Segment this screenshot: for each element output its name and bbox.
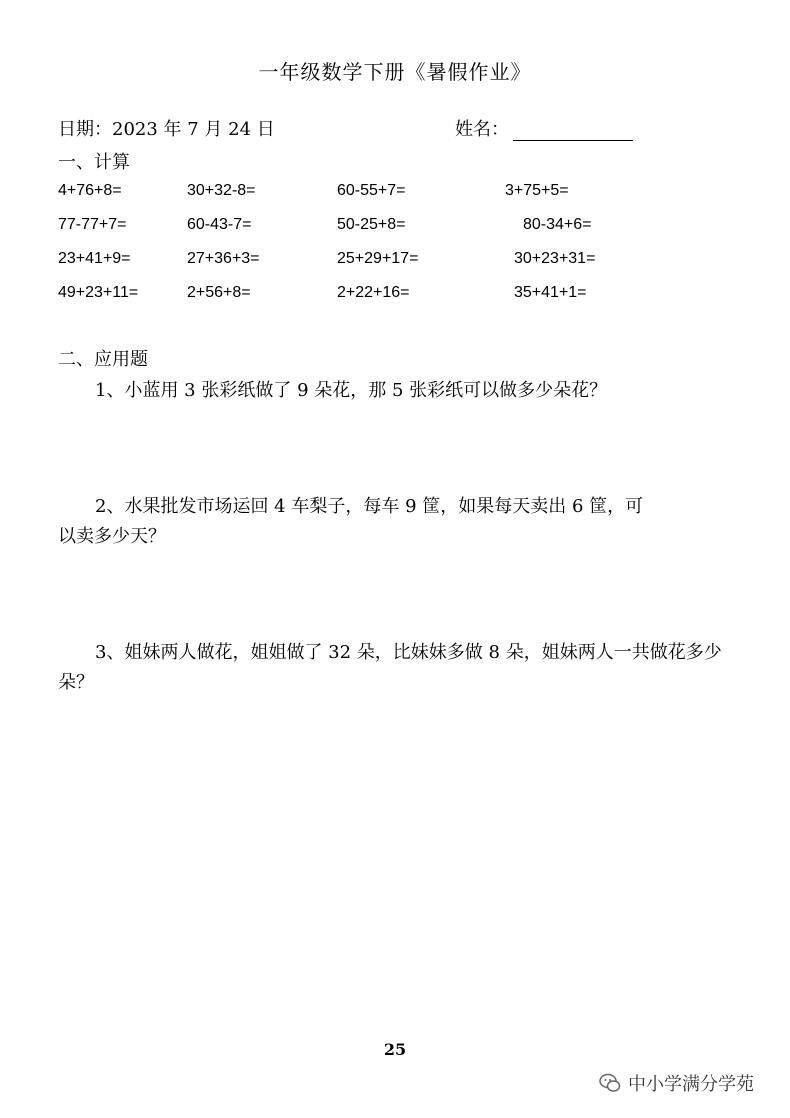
date-line: 日期：2023 年 7 月 24 日 xyxy=(58,119,275,140)
name-blank xyxy=(513,122,633,141)
calc-item: 30+32-8= xyxy=(187,182,256,199)
word-problem-2-line1: 2、水果批发市场运回 4 车梨子，每车 9 筐，如果每天卖出 6 筐，可 xyxy=(95,496,644,517)
wechat-icon xyxy=(598,1071,622,1095)
calc-item: 80-34+6= xyxy=(523,216,592,233)
calc-item: 50-25+8= xyxy=(337,216,406,233)
name-field xyxy=(455,115,633,141)
calc-item: 2+56+8= xyxy=(187,284,251,301)
calc-item: 25+29+17= xyxy=(337,250,419,267)
watermark-text: 中小学满分学苑 xyxy=(628,1074,754,1095)
calc-item: 30+23+31= xyxy=(514,250,596,267)
word-problem-2-line2: 以卖多少天？ xyxy=(58,526,166,547)
calc-item: 3+75+5= xyxy=(505,182,569,199)
calc-item: 60-43-7= xyxy=(187,216,252,233)
calc-item: 77-77+7= xyxy=(58,216,127,233)
word-problem-1: 1、小蓝用 3 张彩纸做了 9 朵花，那 5 张彩纸可以做多少朵花？ xyxy=(95,380,608,401)
calc-item: 2+22+16= xyxy=(337,284,410,301)
calc-item: 49+23+11= xyxy=(58,284,139,301)
section-word-problems-title: 二、应用题 xyxy=(58,349,148,370)
watermark xyxy=(598,1070,754,1096)
calc-item: 60-55+7= xyxy=(337,182,406,199)
calc-item: 23+41+9= xyxy=(58,250,131,267)
word-problem-3-line2: 朵？ xyxy=(58,672,94,693)
calc-item: 27+36+3= xyxy=(187,250,260,267)
page-title: 一年级数学下册《暑假作业》 xyxy=(258,60,532,84)
calc-item: 4+76+8= xyxy=(58,182,122,199)
page-number: 25 xyxy=(383,1040,407,1059)
calc-item: 35+41+1= xyxy=(514,284,587,301)
word-problem-3-line1: 3、姐妹两人做花，姐姐做了 32 朵，比妹妹多做 8 朵，姐妹两人一共做花多少 xyxy=(95,642,722,663)
name-label: 姓名： xyxy=(455,119,509,140)
section-calc-title: 一、计算 xyxy=(58,152,130,173)
